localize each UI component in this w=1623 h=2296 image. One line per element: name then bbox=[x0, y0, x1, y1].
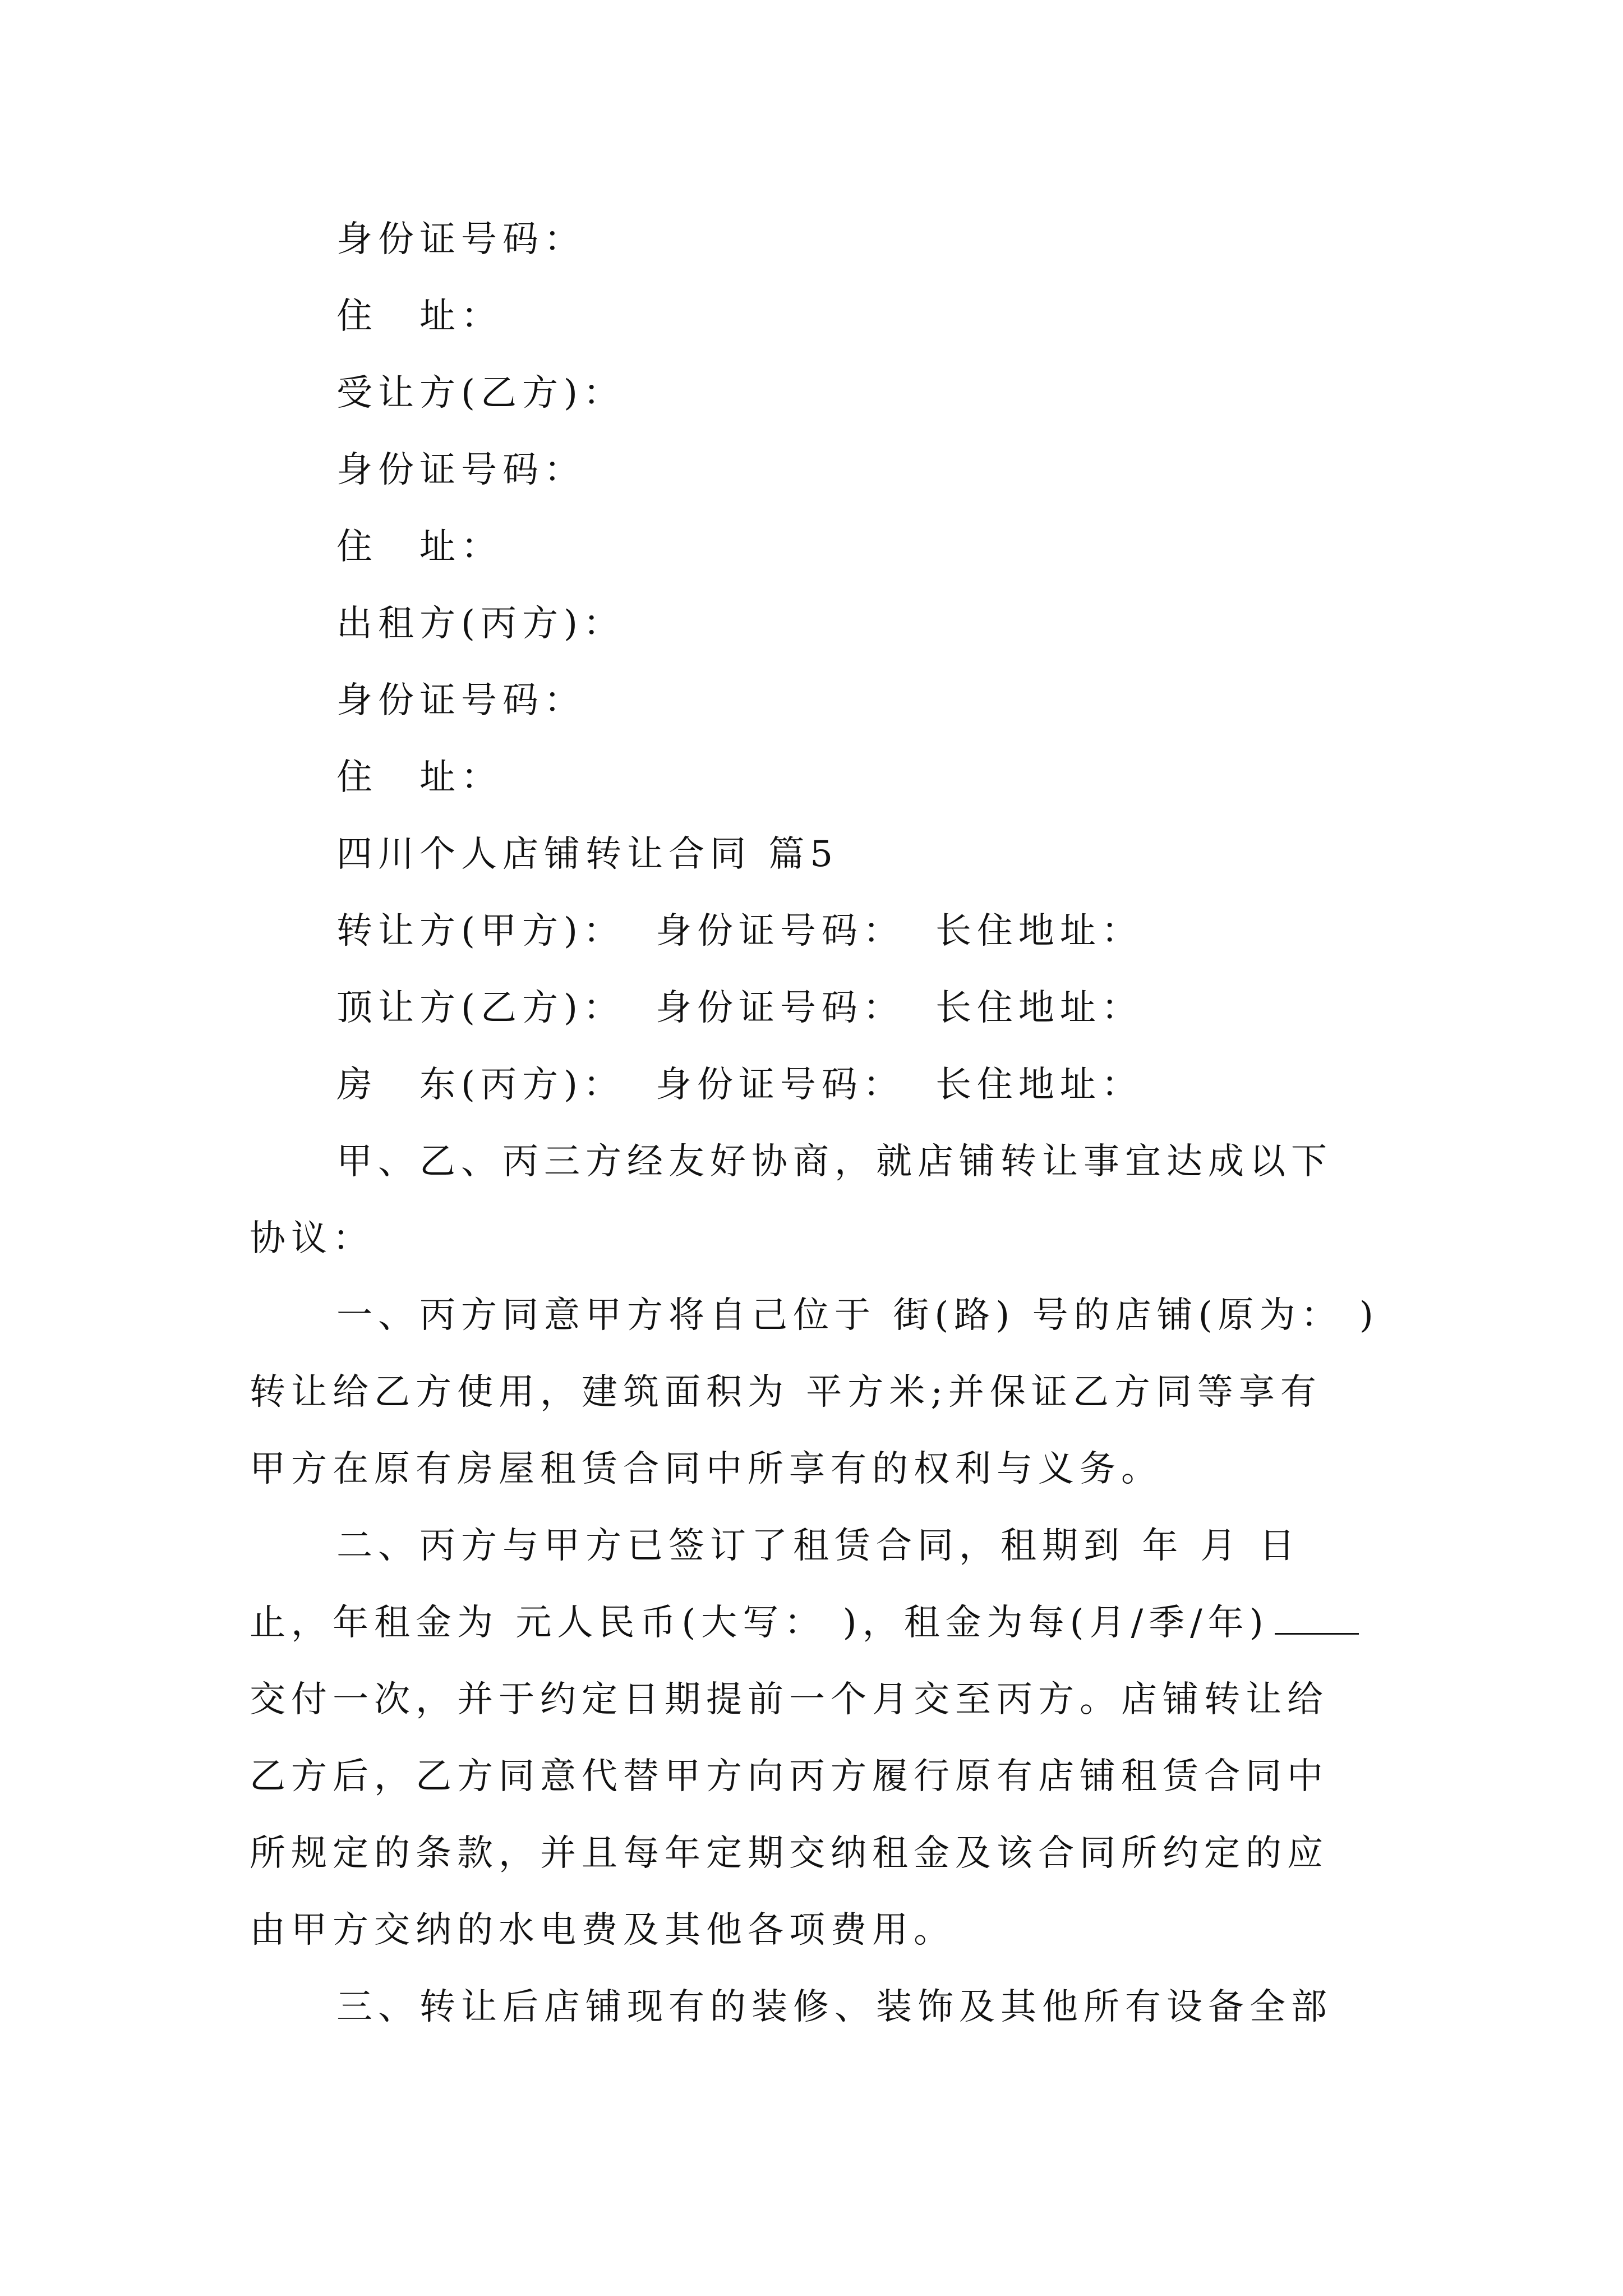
clause-2-line: 交付一次，并于约定日期提前一个月交至丙方。店铺转让给 bbox=[250, 1679, 1329, 1720]
clause-2-line: 乙方后，乙方同意代替甲方向丙方履行原有店铺租赁合同中 bbox=[250, 1756, 1329, 1797]
clause-2-line: 二、丙方与甲方已签订了租赁合同，租期到 年 月 日 bbox=[336, 1525, 1301, 1567]
fill-in-blank bbox=[1275, 1633, 1359, 1635]
id-number-label: 身份证号码： bbox=[336, 219, 585, 260]
lessor-label: 出租方(丙方)： bbox=[336, 603, 625, 645]
party-row bbox=[336, 910, 1143, 952]
clause-2-line: 由甲方交纳的水电费及其他各项费用。 bbox=[250, 1910, 955, 1951]
clause-2-line bbox=[250, 1602, 1359, 1644]
clause-3-line: 三、转让后店铺现有的装修、装饰及其他所有设备全部 bbox=[336, 1986, 1332, 2028]
party-id-label: 身份证号码： bbox=[655, 1064, 905, 1106]
party-role: 房 东(丙方)： bbox=[336, 1064, 625, 1106]
party-id-label: 身份证号码： bbox=[655, 910, 905, 952]
clause-1-line: 一、丙方同意甲方将自己位于 街(路) 号的店铺(原为： ) bbox=[336, 1295, 1379, 1336]
transferee-label: 受让方(乙方)： bbox=[336, 372, 625, 414]
id-number-label: 身份证号码： bbox=[336, 680, 585, 721]
clause-1-line: 转让给乙方使用，建筑面积为 平方米;并保证乙方同等享有 bbox=[250, 1372, 1322, 1413]
clause-1-line: 甲方在原有房屋租赁合同中所享有的权利与义务。 bbox=[250, 1448, 1163, 1490]
party-id-label: 身份证号码： bbox=[655, 987, 905, 1029]
party-address-label: 长住地址： bbox=[935, 987, 1143, 1029]
clause-2-text: 止，年租金为 元人民币(大写： )，租金为每(月/季/年) bbox=[250, 1602, 1269, 1644]
address-label: 住 址： bbox=[336, 526, 502, 568]
party-role: 顶让方(乙方)： bbox=[336, 987, 625, 1029]
clause-2-line: 所规定的条款，并且每年定期交纳租金及该合同所约定的应 bbox=[250, 1833, 1329, 1874]
id-number-label: 身份证号码： bbox=[336, 449, 585, 491]
address-label: 住 址： bbox=[336, 757, 502, 798]
party-address-label: 长住地址： bbox=[935, 1064, 1143, 1106]
section-heading: 四川个人店铺转让合同 篇5 bbox=[336, 834, 839, 875]
party-row bbox=[336, 987, 1143, 1029]
intro-line: 协议： bbox=[250, 1218, 374, 1259]
party-row bbox=[336, 1064, 1143, 1106]
address-label: 住 址： bbox=[336, 296, 502, 337]
intro-line: 甲、乙、丙三方经友好协商，就店铺转让事宜达成以下 bbox=[336, 1141, 1332, 1182]
party-address-label: 长住地址： bbox=[935, 910, 1143, 952]
party-role: 转让方(甲方)： bbox=[336, 910, 625, 952]
